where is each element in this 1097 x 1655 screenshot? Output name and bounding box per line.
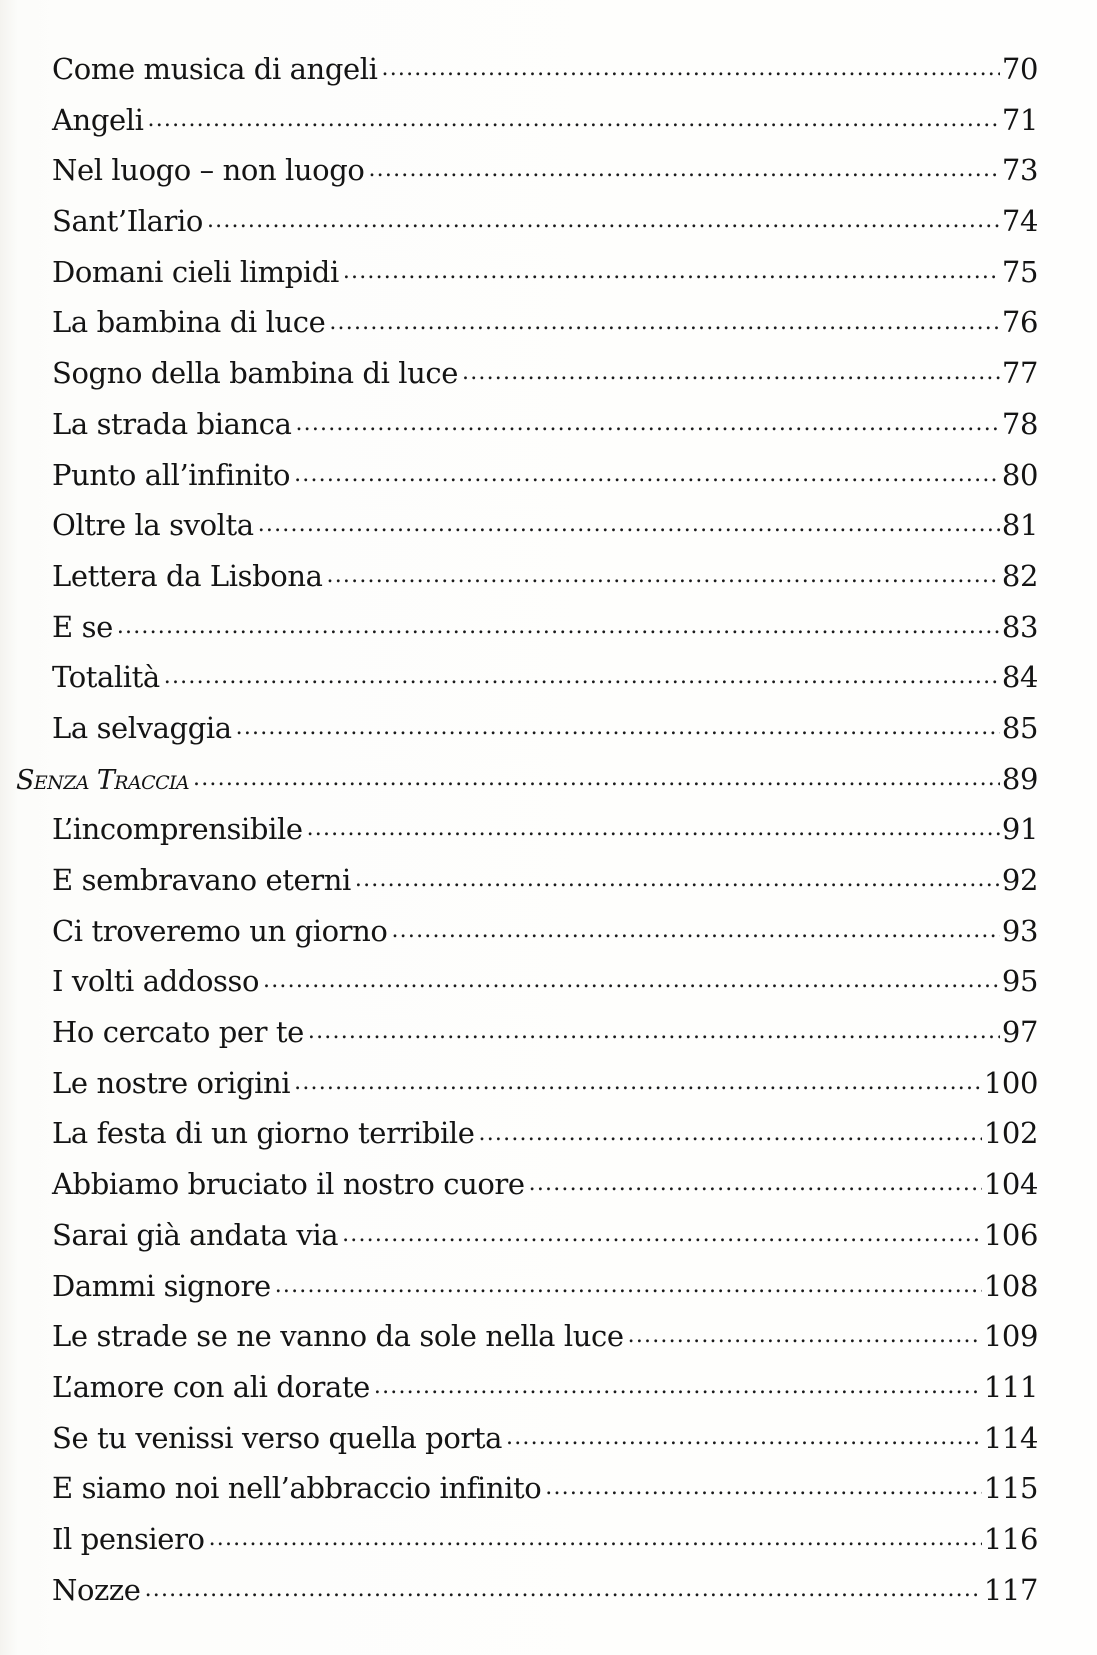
dot-leader (545, 1469, 982, 1498)
entry-title: La selvaggia (52, 710, 232, 745)
page-number: 93 (1001, 913, 1038, 948)
entry-title: La strada bianca (52, 406, 292, 441)
table-of-contents (16, 44, 1038, 1615)
toc-entry (52, 1362, 1038, 1413)
entry-title: Ci troveremo un giorno (52, 913, 388, 948)
entry-title: Abbiamo bruciato il nostro cuore (52, 1167, 525, 1202)
entry-title: L’amore con ali dorate (52, 1369, 370, 1404)
toc-entry (52, 1108, 1038, 1159)
dot-leader (308, 1013, 1000, 1042)
page-number: 102 (983, 1116, 1038, 1151)
toc-entry (52, 44, 1038, 95)
entry-title: I volti addosso (52, 964, 260, 999)
page-number: 78 (1001, 406, 1038, 441)
page-number: 74 (1001, 204, 1038, 239)
page-number: 89 (1001, 761, 1038, 796)
toc-entry (52, 1311, 1038, 1362)
dot-leader (294, 1064, 982, 1093)
toc-entry (52, 500, 1038, 551)
toc-entry (52, 703, 1038, 754)
toc-entry (52, 1210, 1038, 1261)
dot-leader (382, 50, 1000, 79)
page-number: 95 (1001, 964, 1038, 999)
dot-leader (329, 303, 1000, 332)
toc-entry (52, 1058, 1038, 1109)
toc-entry (52, 652, 1038, 703)
page-number: 80 (1001, 457, 1038, 492)
entry-title: Se tu venissi verso quella porta (52, 1420, 503, 1455)
dot-leader (148, 101, 1000, 130)
dot-leader (355, 861, 1000, 890)
entry-title: E siamo noi nell’abbraccio infinito (52, 1471, 542, 1506)
dot-leader (236, 709, 1000, 738)
entry-title: Sant’Ilario (52, 204, 203, 239)
dot-leader (145, 1571, 982, 1600)
toc-entry (52, 551, 1038, 602)
entry-title: Il pensiero (52, 1521, 205, 1556)
dot-leader (294, 456, 1000, 485)
dot-leader (117, 608, 1000, 637)
dot-leader (307, 810, 1000, 839)
page-number: 91 (1001, 812, 1038, 847)
page-number: 77 (1001, 356, 1038, 391)
page-number: 84 (1001, 660, 1038, 695)
section-title: Senza Traccia (16, 764, 190, 796)
page-number: 116 (983, 1521, 1038, 1556)
dot-leader (295, 405, 999, 434)
toc-entry (52, 855, 1038, 906)
toc-entry (52, 602, 1038, 653)
toc-entry (52, 1514, 1038, 1565)
page-number: 114 (983, 1420, 1038, 1455)
toc-entry (52, 906, 1038, 957)
page-number: 111 (983, 1369, 1038, 1404)
page-number: 73 (1001, 153, 1038, 188)
page-number: 70 (1001, 52, 1038, 86)
toc-entry (52, 145, 1038, 196)
entry-title: Sogno della bambina di luce (52, 356, 459, 391)
dot-leader (263, 962, 1000, 991)
dot-leader (275, 1267, 982, 1296)
page-number: 83 (1001, 609, 1038, 644)
page-number: 104 (983, 1167, 1038, 1202)
toc-entry (52, 1261, 1038, 1312)
page-number: 106 (983, 1217, 1038, 1252)
toc-entry (52, 95, 1038, 146)
toc-entry (52, 348, 1038, 399)
toc-entry (52, 247, 1038, 298)
dot-leader (193, 760, 1000, 789)
toc-entry (52, 297, 1038, 348)
entry-title: Le strade se ne vanno da sole nella luce (52, 1319, 624, 1354)
toc-entry (52, 1159, 1038, 1210)
entry-title: Le nostre origini (52, 1065, 291, 1100)
toc-entry (52, 196, 1038, 247)
dot-leader (374, 1368, 982, 1397)
entry-title: Punto all’infinito (52, 457, 291, 492)
page-number: 117 (983, 1572, 1038, 1607)
dot-leader (209, 1520, 982, 1549)
entry-title: Lettera da Lisbona (52, 558, 323, 593)
dot-leader (327, 557, 1000, 586)
entry-title: Domani cieli limpidi (52, 254, 339, 289)
page-number: 76 (1001, 305, 1038, 340)
entry-title: Totalità (52, 660, 160, 695)
entry-title: Sarai già andata via (52, 1217, 339, 1252)
dot-leader (506, 1419, 982, 1448)
entry-title: Ho cercato per te (52, 1015, 304, 1050)
entry-title: La festa di un giorno terribile (52, 1116, 475, 1151)
page-number: 108 (983, 1268, 1038, 1303)
dot-leader (628, 1317, 982, 1346)
toc-entry (52, 804, 1038, 855)
page-number: 71 (1001, 102, 1038, 137)
entry-title: E sembravano eterni (52, 863, 351, 897)
page-number: 100 (983, 1065, 1038, 1100)
page-number: 115 (983, 1471, 1038, 1506)
dot-leader (391, 912, 999, 941)
dot-leader (368, 151, 999, 180)
page-number: 81 (1001, 508, 1038, 543)
toc-section-heading (16, 754, 1038, 805)
page-number: 85 (1001, 710, 1038, 745)
page-number: 75 (1001, 254, 1038, 289)
dot-leader (258, 506, 1000, 535)
toc-entry (52, 956, 1038, 1007)
page-number: 82 (1001, 558, 1038, 593)
page-number: 109 (983, 1319, 1038, 1354)
entry-title: La bambina di luce (52, 305, 326, 340)
entry-title: L’incomprensibile (52, 812, 303, 847)
toc-entry (52, 1565, 1038, 1616)
dot-leader (479, 1114, 982, 1143)
dot-leader (343, 253, 1000, 282)
dot-leader (342, 1216, 982, 1245)
dot-leader (164, 658, 1000, 687)
toc-entry (52, 450, 1038, 501)
dot-leader (207, 202, 1000, 231)
page-number: 97 (1001, 1015, 1038, 1050)
entry-title: E se (52, 609, 113, 644)
dot-leader (462, 354, 1000, 383)
toc-entry (52, 399, 1038, 450)
toc-entry (52, 1413, 1038, 1464)
entry-title: Nozze (52, 1572, 141, 1607)
toc-entry (52, 1463, 1038, 1514)
dot-leader (529, 1165, 982, 1194)
page-number: 92 (1001, 863, 1038, 897)
entry-title: Oltre la svolta (52, 508, 254, 543)
entry-title: Nel luogo – non luogo (52, 153, 365, 188)
entry-title: Dammi signore (52, 1268, 271, 1303)
entry-title: Come musica di angeli (52, 52, 378, 86)
toc-entry (52, 1007, 1038, 1058)
entry-title: Angeli (52, 102, 144, 137)
